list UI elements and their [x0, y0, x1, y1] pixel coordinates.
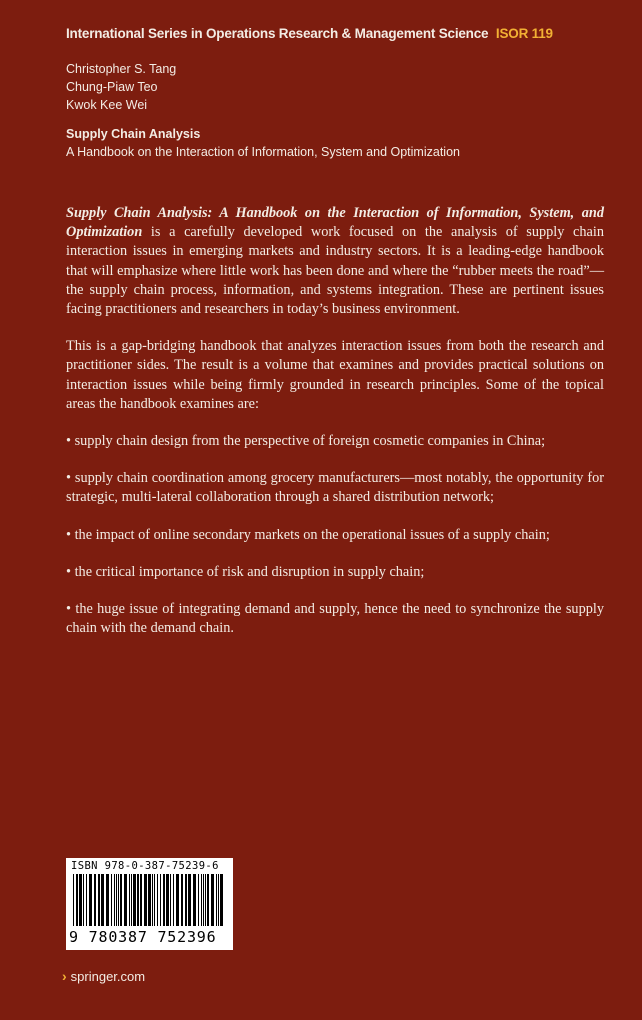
barcode-bar: [144, 874, 147, 926]
barcode-bar: [101, 874, 104, 926]
bullet-item: • the critical importance of risk and disruption in supply chain;: [66, 563, 425, 580]
barcode-bar: [131, 874, 132, 926]
barcode-bar: [116, 874, 117, 926]
barcode-bar: [114, 874, 115, 926]
barcode-bar: [218, 874, 219, 926]
barcode-bar: [94, 874, 96, 926]
barcode-bar: [86, 874, 87, 926]
blurb-paragraph-1: [66, 204, 604, 319]
barcode-bar: [111, 874, 112, 926]
series-number: ISOR 119: [495, 26, 553, 41]
barcode-bar: [83, 874, 84, 926]
barcode-bar: [152, 874, 153, 926]
chevron-right-icon: ›: [62, 968, 67, 984]
barcode-bar: [137, 874, 139, 926]
barcode-bar: [166, 874, 169, 926]
bullet-item: • the huge issue of integrating demand and supply, hence the need to synchronize the supply chain with the demand chain.: [66, 601, 604, 637]
bullet-item: • the impact of online secondary markets on the operational issues of a supply chain;: [66, 526, 550, 543]
barcode-bar: [89, 874, 92, 926]
publisher-footer: [62, 968, 145, 984]
book-subtitle: A Handbook on the Interaction of Information, System and Optimization: [66, 145, 460, 159]
barcode-bar: [211, 874, 214, 926]
bullet-item: • supply chain design from the perspective of foreign cosmetic companies in China;: [66, 433, 546, 450]
barcode-bar: [198, 874, 199, 926]
barcode-bars: [71, 874, 228, 928]
book-title: Supply Chain Analysis: [66, 127, 201, 141]
barcode-bar: [148, 874, 151, 926]
barcode-bar: [176, 874, 179, 926]
barcode-bar: [118, 874, 119, 926]
author-name: Chung-Piaw Teo: [66, 80, 158, 94]
barcode-bar: [98, 874, 100, 926]
author-name: Christopher S. Tang: [66, 62, 177, 76]
barcode-bar: [76, 874, 78, 926]
barcode-bar: [154, 874, 155, 926]
blurb-paragraph-1-text: is a carefully developed work focused on the analysis of supply chain interaction issues in emerging markets and industry sectors. It is a leading-edge handbook that will emphasize where little work has been done and where the “rubber meets the road”—the supply chain process, information, and systems integration. These are pertinent issues facing practitioners and researchers in today’s business environment.: [66, 224, 604, 318]
barcode-bar: [201, 874, 202, 926]
barcode-bar: [207, 874, 209, 926]
barcode-bar: [133, 874, 136, 926]
barcode-bar: [79, 874, 82, 926]
barcode-bar: [140, 874, 142, 926]
ean-number: 9 780387 752396: [69, 928, 217, 946]
isbn-barcode: [66, 858, 233, 950]
barcode-bar: [160, 874, 161, 926]
barcode-bar: [106, 874, 109, 926]
barcode-bar: [203, 874, 204, 926]
blurb-lead-title: Supply Chain Analysis: A Handbook on the Interaction of Information, System, and Optimization: [66, 205, 604, 241]
barcode-bar: [170, 874, 171, 926]
barcode-bar: [205, 874, 206, 926]
barcode-bar: [129, 874, 130, 926]
publisher-url[interactable]: springer.com: [70, 968, 146, 984]
barcode-bar: [120, 874, 122, 926]
barcode-bar: [157, 874, 158, 926]
barcode-bar: [181, 874, 183, 926]
author-name: Kwok Kee Wei: [66, 98, 148, 112]
barcode-bar: [173, 874, 174, 926]
barcode-bar: [188, 874, 191, 926]
barcode-bar: [73, 874, 74, 926]
barcode-bar: [220, 874, 223, 926]
series-name: International Series in Operations Research & Management Science: [66, 26, 489, 41]
blurb-paragraph-2: This is a gap-bridging handbook that analyzes interaction issues from both the research and practitioner sides. The result is a volume that examines and provides practical solutions on interaction issues while being firmly grounded in research principles. Some of the topical areas the handbook examines are:: [66, 338, 604, 412]
barcode-bar: [193, 874, 196, 926]
barcode-bar: [185, 874, 187, 926]
isbn-label: ISBN 978-0-387-75239-6: [71, 860, 219, 872]
author-list: [66, 60, 176, 114]
barcode-bar: [163, 874, 165, 926]
barcode-bar: [124, 874, 127, 926]
bullet-item: • supply chain coordination among grocery manufacturers—most notably, the opportunity for strategic, multi-lateral collaboration through a shared distribution network;: [66, 470, 604, 506]
series-title: [66, 26, 553, 41]
barcode-bar: [216, 874, 217, 926]
blurb: [66, 204, 604, 656]
